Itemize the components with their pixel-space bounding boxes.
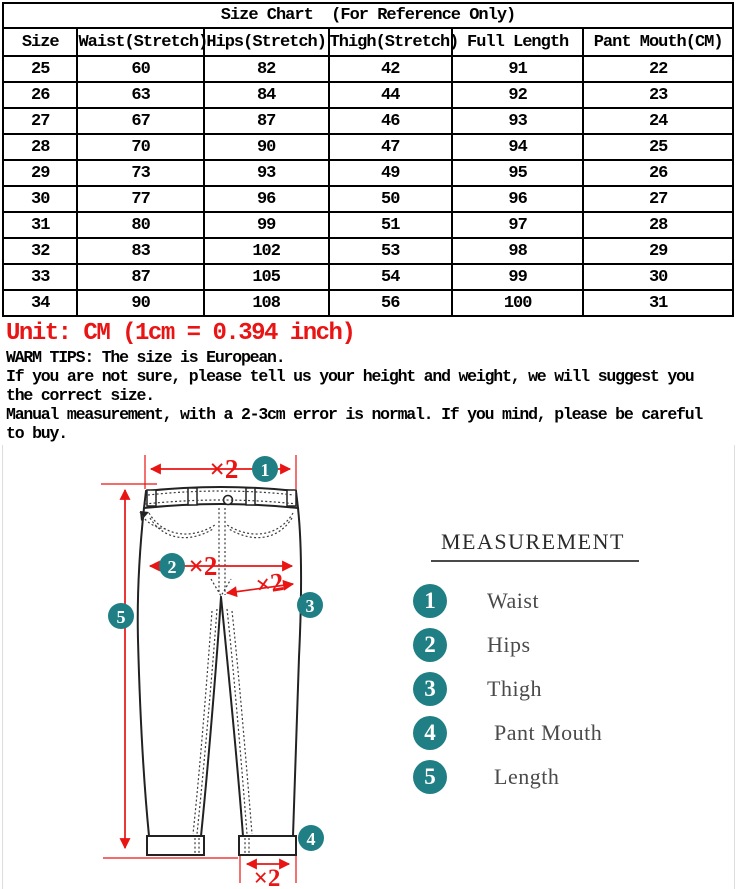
table-cell: 26 (3, 82, 77, 108)
table-row (3, 186, 733, 212)
measurement-arrows (101, 455, 296, 883)
svg-text:3: 3 (305, 596, 315, 616)
thigh-marker-icon (297, 592, 323, 618)
table-cell: 73 (77, 160, 203, 186)
table-cell: 82 (204, 56, 329, 82)
table-cell: 90 (77, 290, 203, 316)
column-header: Pant Mouth(CM) (583, 28, 733, 56)
tips-line: the correct size. (6, 386, 154, 405)
legend-number-badge-icon: 2 (413, 628, 447, 662)
table-cell: 93 (452, 108, 583, 134)
legend-label: Pant Mouth (494, 720, 603, 745)
warm-tips (2, 348, 735, 443)
column-header: Full Length (452, 28, 583, 56)
legend-number-badge-icon: 5 (413, 760, 447, 794)
table-cell: 47 (329, 134, 452, 160)
table-cell: 87 (77, 264, 203, 290)
table-cell: 31 (583, 290, 733, 316)
table-row (3, 108, 733, 134)
measurement-legend (413, 584, 602, 794)
table-row (3, 56, 733, 82)
table-cell: 50 (329, 186, 452, 212)
table-cell: 96 (452, 186, 583, 212)
svg-text:1: 1 (260, 460, 270, 480)
pant-mouth-x2-label: ×2 (253, 865, 281, 889)
table-cell: 23 (583, 82, 733, 108)
tips-line: Manual measurement, with a 2-3cm error is normal. If you mind, please be careful (6, 405, 703, 424)
table-cell: 28 (3, 134, 77, 160)
column-header: Hips(Stretch) (204, 28, 329, 56)
table-cell: 32 (3, 238, 77, 264)
table-cell: 83 (77, 238, 203, 264)
legend-number-badge-icon: 3 (413, 672, 447, 706)
table-cell: 97 (452, 212, 583, 238)
legend-label: Waist (487, 588, 540, 613)
table-cell: 27 (583, 186, 733, 212)
table-row (3, 264, 733, 290)
column-header: Size (3, 28, 77, 56)
pants-measurement-diagram (3, 445, 736, 889)
table-cell: 77 (77, 186, 203, 212)
table-cell: 108 (204, 290, 329, 316)
table-cell: 30 (583, 264, 733, 290)
table-cell: 22 (583, 56, 733, 82)
table-cell: 29 (3, 160, 77, 186)
table-cell: 93 (204, 160, 329, 186)
legend-item (413, 584, 602, 618)
waist-marker-icon (252, 456, 278, 482)
hips-x2-label: ×2 (188, 551, 218, 581)
table-cell: 25 (3, 56, 77, 82)
table-cell: 96 (204, 186, 329, 212)
legend-label: Length (494, 764, 560, 789)
table-cell: 49 (329, 160, 452, 186)
legend-item (413, 628, 602, 662)
legend-number-badge-icon: 1 (413, 584, 447, 618)
table-cell: 44 (329, 82, 452, 108)
table-cell: 51 (329, 212, 452, 238)
svg-text:2: 2 (167, 557, 177, 577)
table-cell: 46 (329, 108, 452, 134)
table-cell: 92 (452, 82, 583, 108)
column-header: Waist(Stretch) (77, 28, 203, 56)
table-cell: 98 (452, 238, 583, 264)
table-cell: 31 (3, 212, 77, 238)
table-cell: 34 (3, 290, 77, 316)
waist-x2-label: ×2 (209, 454, 239, 484)
table-row (3, 82, 733, 108)
legend-item (413, 672, 602, 706)
table-cell: 29 (583, 238, 733, 264)
tips-line: WARM TIPS: The size is European. (6, 348, 285, 367)
table-cell: 99 (204, 212, 329, 238)
thigh-x2-label: ×2 (253, 567, 286, 601)
tips-line: If you are not sure, please tell us your height and weight, we will suggest you (6, 367, 694, 386)
table-cell: 84 (204, 82, 329, 108)
table-row (3, 212, 733, 238)
table-cell: 91 (452, 56, 583, 82)
table-cell: 63 (77, 82, 203, 108)
page-title: Size Chart (For Reference Only) (3, 3, 733, 28)
pants-drawing (138, 487, 301, 855)
table-cell: 87 (204, 108, 329, 134)
table-cell: 28 (583, 212, 733, 238)
table-cell: 30 (3, 186, 77, 212)
table-cell: 24 (583, 108, 733, 134)
table-row (3, 160, 733, 186)
table-cell: 33 (3, 264, 77, 290)
unit-note: Unit: CM (1cm = 0.394 inch) (6, 320, 355, 347)
legend-item (413, 760, 602, 794)
table-cell: 53 (329, 238, 452, 264)
legend-number-badge-icon: 4 (413, 716, 447, 750)
measurement-diagram-section (2, 445, 735, 889)
table-cell: 102 (204, 238, 329, 264)
table-cell: 26 (583, 160, 733, 186)
tips-line: to buy. (6, 424, 67, 443)
measurement-legend-title: MEASUREMENT (431, 529, 639, 562)
table-body (3, 56, 733, 316)
table-cell: 67 (77, 108, 203, 134)
table-cell: 90 (204, 134, 329, 160)
hips-marker-icon (159, 553, 185, 579)
pant-mouth-marker-icon (298, 825, 324, 851)
legend-label: Hips (487, 632, 531, 657)
size-chart-table (2, 2, 734, 317)
length-marker-icon (108, 603, 134, 629)
table-cell: 80 (77, 212, 203, 238)
table-title-row (3, 3, 733, 28)
table-cell: 94 (452, 134, 583, 160)
svg-text:4: 4 (306, 829, 316, 849)
table-cell: 42 (329, 56, 452, 82)
legend-item (413, 716, 602, 750)
table-cell: 25 (583, 134, 733, 160)
table-header-row (3, 28, 733, 56)
table-cell: 60 (77, 56, 203, 82)
table-cell: 105 (204, 264, 329, 290)
svg-text:5: 5 (116, 607, 126, 627)
table-cell: 70 (77, 134, 203, 160)
table-cell: 54 (329, 264, 452, 290)
table-row (3, 134, 733, 160)
table-cell: 95 (452, 160, 583, 186)
table-row (3, 238, 733, 264)
legend-label: Thigh (487, 676, 543, 701)
table-cell: 100 (452, 290, 583, 316)
table-row (3, 290, 733, 316)
table-cell: 27 (3, 108, 77, 134)
table-cell: 99 (452, 264, 583, 290)
table-cell: 56 (329, 290, 452, 316)
column-header: Thigh(Stretch) (329, 28, 452, 56)
